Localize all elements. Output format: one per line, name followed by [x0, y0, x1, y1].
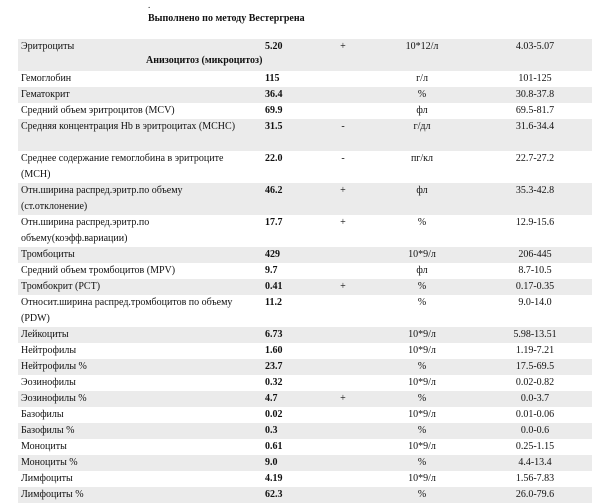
result-row-pdw: [18, 295, 592, 327]
test-value: 23.7: [265, 361, 283, 372]
reference-range: 0.0-0.6: [520, 425, 550, 436]
test-unit: 10*9/л: [408, 249, 436, 260]
test-value: 9.7: [265, 265, 278, 276]
test-value: 115: [265, 73, 280, 84]
test-unit: %: [417, 393, 427, 404]
deviation-flag: +: [340, 185, 346, 196]
deviation-flag: +: [340, 393, 346, 404]
result-row-hemoglobin: [18, 71, 592, 87]
test-value: 0.3: [265, 425, 278, 436]
test-unit: %: [417, 425, 427, 436]
method-heading: Выполнено по методу Вестергрена: [148, 13, 305, 24]
test-name: Лимфоциты %: [21, 489, 84, 500]
result-row-mpv: [18, 263, 592, 279]
reference-range: 0.01-0.06: [515, 409, 555, 420]
reference-range: 4.03-5.07: [515, 41, 555, 52]
test-value: 1.60: [265, 345, 283, 356]
result-row-hematocrit: [18, 87, 592, 103]
test-name: Отн.ширина распред.эритр.по объему (ст.отклонение): [21, 185, 183, 212]
result-row-lymphocytes-pct: [18, 487, 592, 503]
test-value: 0.02: [265, 409, 283, 420]
test-value: 17.7: [265, 217, 283, 228]
test-value: 0.61: [265, 441, 283, 452]
test-unit: %: [417, 89, 427, 100]
result-row-leukocytes: [18, 327, 592, 343]
test-name: Относит.ширина распред.тромбоцитов по объему (PDW): [21, 297, 233, 324]
result-row-pct: [18, 279, 592, 295]
test-unit: г/дл: [413, 121, 431, 132]
test-name: Эритроциты: [21, 41, 75, 52]
test-value: 62.3: [265, 489, 283, 500]
header-dot: .: [148, 0, 151, 10]
result-row-basophils: [18, 407, 592, 423]
test-name: Среднее содержание гемоглобина в эритроците (MCH): [21, 153, 224, 180]
reference-range: 1.56-7.83: [515, 473, 555, 484]
test-name: Эозинофилы: [21, 377, 76, 388]
deviation-flag: -: [341, 121, 345, 132]
reference-range: 1.19-7.21: [515, 345, 555, 356]
test-unit: %: [417, 281, 427, 292]
reference-range: 4.4-13.4: [518, 457, 552, 468]
test-value: 429: [265, 249, 280, 260]
test-name: Средний объем эритроцитов (MCV): [21, 105, 175, 116]
result-row-mcv: [18, 103, 592, 119]
result-row-mchc: [18, 119, 592, 151]
reference-range: 5.98-13.51: [513, 329, 557, 340]
test-name: Базофилы %: [21, 425, 75, 436]
test-name: Тромбоциты: [21, 249, 75, 260]
test-name: Средняя концентрация Hb в эритроцитах (MCHC): [21, 121, 236, 132]
reference-range: 9.0-14.0: [518, 297, 552, 308]
test-value: 5.20: [265, 41, 283, 52]
result-row-lymphocytes: [18, 471, 592, 487]
reference-range: 0.25-1.15: [515, 441, 555, 452]
reference-range: 17.5-69.5: [515, 361, 555, 372]
anisocytosis-note: Анизоцитоз (микроцитоз): [146, 55, 263, 66]
test-value: 69.9: [265, 105, 283, 116]
test-value: 46.2: [265, 185, 283, 196]
test-value: 6.73: [265, 329, 283, 340]
test-value: 0.41: [265, 281, 283, 292]
test-name: Базофилы: [21, 409, 64, 420]
result-row-platelets: [18, 247, 592, 263]
reference-range: 31.6-34.4: [515, 121, 555, 132]
result-row-rdw-sd: [18, 183, 592, 215]
deviation-flag: +: [340, 217, 346, 228]
result-row-erythrocytes: [18, 39, 592, 71]
test-unit: фл: [416, 185, 428, 196]
reference-range: 12.9-15.6: [515, 217, 555, 228]
test-name: Гемоглобин: [21, 73, 72, 84]
test-name: Гематокрит: [21, 89, 70, 100]
test-unit: фл: [416, 105, 428, 116]
test-name: Моноциты: [21, 441, 67, 452]
result-row-rdw-cv: [18, 215, 592, 247]
test-unit: пг/кл: [410, 153, 434, 164]
result-row-monocytes: [18, 439, 592, 455]
results-table: [18, 39, 592, 503]
test-unit: 10*12/л: [405, 41, 439, 52]
test-unit: фл: [416, 265, 428, 276]
reference-range: 8.7-10.5: [518, 265, 552, 276]
test-value: 31.5: [265, 121, 283, 132]
reference-range: 206-445: [518, 249, 552, 260]
test-unit: %: [417, 217, 427, 228]
result-row-neutrophils-pct: [18, 359, 592, 375]
reference-range: 0.02-0.82: [515, 377, 555, 388]
test-value: 9.0: [265, 457, 278, 468]
test-unit: 10*9/л: [408, 345, 436, 356]
test-value: 0.32: [265, 377, 283, 388]
test-unit: 10*9/л: [408, 329, 436, 340]
reference-range: 35.3-42.8: [515, 185, 555, 196]
test-name: Нейтрофилы: [21, 345, 77, 356]
test-unit: %: [417, 361, 427, 372]
reference-range: 26.0-79.6: [515, 489, 555, 500]
test-unit: 10*9/л: [408, 441, 436, 452]
test-unit: %: [417, 489, 427, 500]
reference-range: 69.5-81.7: [515, 105, 555, 116]
test-value: 22.0: [265, 153, 283, 164]
reference-range: 30.8-37.8: [515, 89, 555, 100]
test-name: Моноциты %: [21, 457, 78, 468]
test-name: Средний объем тромбоцитов (MPV): [21, 265, 176, 276]
test-name: Отн.ширина распред.эритр.по объему(коэфф.вариации): [21, 217, 150, 244]
reference-range: 101-125: [518, 73, 552, 84]
test-unit: г/л: [416, 73, 428, 84]
test-unit: 10*9/л: [408, 377, 436, 388]
result-row-basophils-pct: [18, 423, 592, 439]
test-value: 4.19: [265, 473, 283, 484]
result-row-mch: [18, 151, 592, 183]
test-name: Тромбокрит (PCT): [21, 281, 101, 292]
test-value: 11.2: [265, 297, 282, 308]
test-name: Нейтрофилы %: [21, 361, 87, 372]
reference-range: 22.7-27.2: [515, 153, 555, 164]
deviation-flag: +: [340, 281, 346, 292]
test-unit: %: [417, 297, 427, 308]
reference-range: 0.0-3.7: [520, 393, 550, 404]
test-unit: %: [417, 457, 427, 468]
test-name: Лейкоциты: [21, 329, 69, 340]
test-unit: 10*9/л: [408, 473, 436, 484]
deviation-flag: -: [341, 153, 345, 164]
test-value: 36.4: [265, 89, 283, 100]
test-value: 4.7: [265, 393, 278, 404]
deviation-flag: +: [340, 41, 346, 52]
result-row-eosinophils-pct: [18, 391, 592, 407]
test-name: Эозинофилы %: [21, 393, 87, 404]
test-unit: 10*9/л: [408, 409, 436, 420]
result-row-eosinophils: [18, 375, 592, 391]
result-row-monocytes-pct: [18, 455, 592, 471]
reference-range: 0.17-0.35: [515, 281, 555, 292]
test-name: Лимфоциты: [21, 473, 73, 484]
result-row-neutrophils: [18, 343, 592, 359]
